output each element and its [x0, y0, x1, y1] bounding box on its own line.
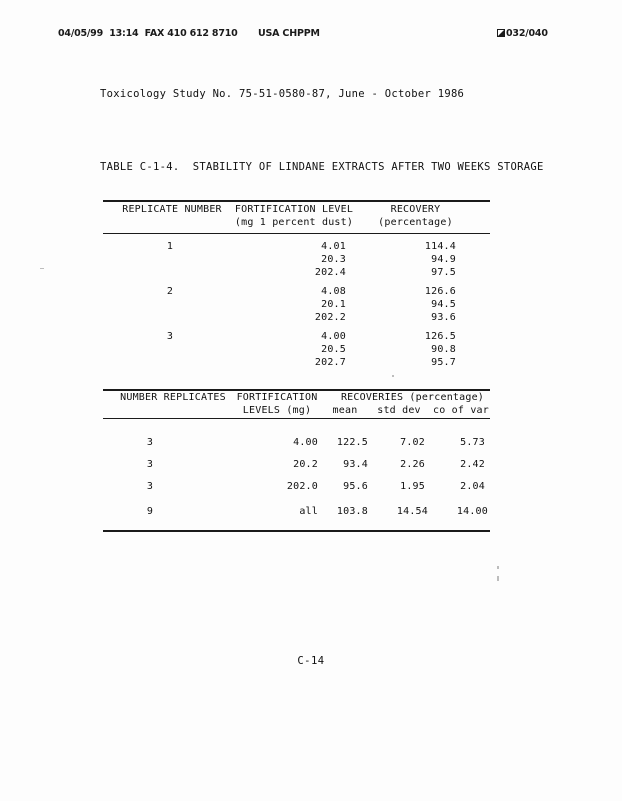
- scan-speck: [497, 576, 499, 581]
- table-two-mean: 122.5: [336, 437, 368, 448]
- table-one-recovery: 93.6: [431, 312, 456, 323]
- table-caption: TABLE C-1-4. STABILITY OF LINDANE EXTRACTS AFTER TWO WEEKS STORAGE: [100, 161, 544, 173]
- table-two-std-dev: 7.02: [400, 437, 425, 448]
- table-two-n: 3: [146, 437, 154, 448]
- page-footer: C-14: [297, 655, 325, 667]
- fax-organization: USA CHPPM: [258, 28, 320, 39]
- table-two-header-recoveries-group: RECOVERIES (percentage): [340, 392, 485, 403]
- table-one-level: 202.2: [314, 312, 346, 323]
- table-two-mean: 103.8: [336, 506, 368, 517]
- fax-datetime: 04/05/99 13:14 FAX 410 612 8710: [58, 28, 238, 39]
- table-one-header-replicate: REPLICATE NUMBER: [122, 204, 222, 215]
- table-two-header-co-of-var: co of var: [433, 405, 489, 416]
- scan-speck: [40, 268, 44, 269]
- table-one-replicate-number: 3: [166, 331, 174, 342]
- table-two-co-of-var: 2.04: [460, 481, 485, 492]
- table-one-header-fortification-line1: FORTIFICATION LEVEL: [234, 204, 354, 215]
- table-two-co-of-var: 5.73: [460, 437, 485, 448]
- table-two-std-dev: 14.54: [396, 506, 428, 517]
- table-two-header-std-dev: std dev: [377, 405, 421, 416]
- table-two-level: all: [299, 506, 318, 517]
- table-two-level: 4.00: [293, 437, 318, 448]
- table-one-recovery: 95.7: [431, 357, 456, 368]
- table-two-header-mean: mean: [332, 405, 358, 416]
- table-two-co-of-var: 14.00: [456, 506, 488, 517]
- table-one-level: 20.1: [321, 299, 346, 310]
- table-two-top-rule: [103, 389, 490, 391]
- table-one-recovery: 94.9: [431, 254, 456, 265]
- table-one-replicate-number: 1: [166, 241, 174, 252]
- table-two-header-fortification-line2: LEVELS (mg): [242, 405, 312, 416]
- table-one-recovery: 94.5: [431, 299, 456, 310]
- table-one-recovery: 90.8: [431, 344, 456, 355]
- table-two-header-number-replicates: NUMBER REPLICATES: [120, 392, 226, 403]
- scan-speck: [392, 375, 394, 377]
- table-two-header-rule: [103, 418, 490, 419]
- table-two-n: 9: [146, 506, 154, 517]
- table-two-std-dev: 1.95: [400, 481, 425, 492]
- table-two-n: 3: [146, 481, 154, 492]
- fax-page-count-value: 032/040: [506, 28, 548, 39]
- table-one-replicate-number: 2: [166, 286, 174, 297]
- table-two-header-fortification-line1: FORTIFICATION: [236, 392, 318, 403]
- study-identifier: Toxicology Study No. 75-51-0580-87, June - October 1986: [100, 88, 465, 100]
- table-two-co-of-var: 2.42: [460, 459, 485, 470]
- table-one-header-fortification-line2: (mg 1 percent dust): [234, 217, 354, 228]
- table-one-level: 202.7: [314, 357, 346, 368]
- table-two-mean: 93.4: [343, 459, 368, 470]
- table-one-level: 4.00: [321, 331, 346, 342]
- table-two-level: 202.0: [286, 481, 318, 492]
- table-two-mean: 95.6: [343, 481, 368, 492]
- table-one-level: 202.4: [314, 267, 346, 278]
- table-one-level: 20.5: [321, 344, 346, 355]
- table-one-recovery: 97.5: [431, 267, 456, 278]
- table-two-n: 3: [146, 459, 154, 470]
- table-one-recovery: 126.5: [424, 331, 456, 342]
- table-one-level: 4.08: [321, 286, 346, 297]
- table-one-recovery: 126.6: [424, 286, 456, 297]
- table-two-bottom-rule: [103, 530, 490, 532]
- table-one-recovery: 114.4: [424, 241, 456, 252]
- scan-speck: [497, 566, 499, 569]
- table-one-level: 20.3: [321, 254, 346, 265]
- table-one-level: 4.01: [321, 241, 346, 252]
- table-two-level: 20.2: [293, 459, 318, 470]
- table-one-header-recovery-line1: RECOVERY: [390, 204, 441, 215]
- table-two-std-dev: 2.26: [400, 459, 425, 470]
- table-one-header-recovery-line2: (percentage): [378, 217, 453, 228]
